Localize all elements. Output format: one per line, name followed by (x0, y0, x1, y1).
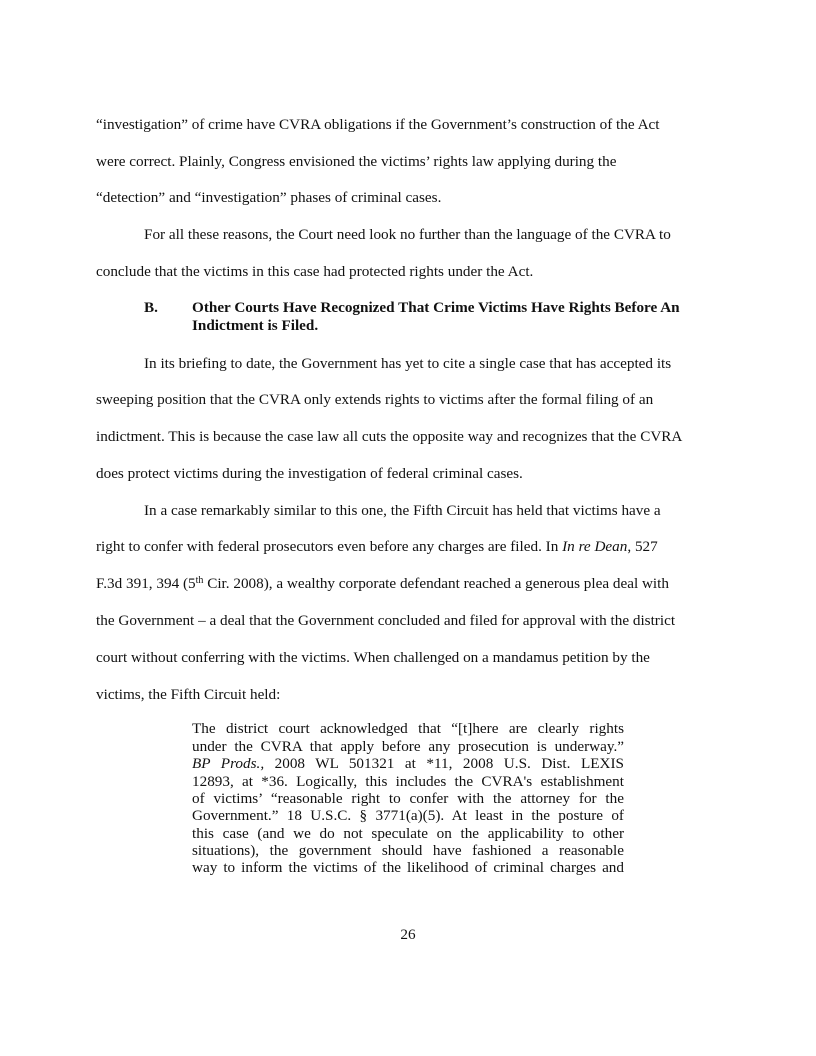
body-line: For all these reasons, the Court need look no further than the language of the CVRA to (144, 226, 671, 243)
page-number: 26 (400, 926, 416, 943)
section-letter: B. (144, 299, 158, 316)
quote-line (192, 755, 624, 772)
body-line: “detection” and “investigation” phases of criminal cases. (96, 189, 442, 206)
body-text: right to confer with federal prosecutors even before any charges are filed. In (96, 538, 563, 555)
body-line: court without conferring with the victims. When challenged on a mandamus petition by the (96, 649, 650, 666)
quote-line: The district court acknowledged that “[t]here are clearly rights (192, 720, 624, 737)
quote-text: 2008 WL 501321 at *11, 2008 U.S. Dist. LEXIS (264, 755, 624, 772)
case-citation: In re Dean (562, 538, 628, 555)
body-line: does protect victims during the investigation of federal criminal cases. (96, 465, 523, 482)
body-text: , 527 (627, 538, 658, 555)
body-text: F.3d 391, 394 (5 (96, 575, 196, 592)
quote-line: of victims’ “reasonable right to confer with the attorney for the (192, 790, 624, 807)
body-text: Cir. 2008), a wealthy corporate defendant reached a generous plea deal with (203, 575, 669, 592)
quote-line: 12893, at *36. Logically, this includes the CVRA's establishment (192, 773, 624, 790)
section-heading: Other Courts Have Recognized That Crime Victims Have Rights Before An (192, 299, 680, 316)
quote-line: under the CVRA that apply before any prosecution is underway.” (192, 738, 624, 755)
body-line (96, 538, 658, 556)
body-line: indictment. This is because the case law all cuts the opposite way and recognizes that the CVRA (96, 428, 683, 445)
ordinal-suffix: th (195, 575, 204, 586)
quote-line: this case (and we do not speculate on the applicability to other (192, 825, 624, 842)
body-line: In its briefing to date, the Government has yet to cite a single case that has accepted its (144, 355, 672, 372)
body-line: In a case remarkably similar to this one, the Fifth Circuit has held that victims have a (144, 502, 661, 519)
body-line: the Government – a deal that the Government concluded and filed for approval with the district (96, 612, 676, 629)
section-heading: Indictment is Filed. (192, 317, 319, 334)
body-line: “investigation” of crime have CVRA obligations if the Government’s construction of the Act (96, 116, 660, 133)
body-line: sweeping position that the CVRA only extends rights to victims after the formal filing of an (96, 391, 654, 408)
quote-line: way to inform the victims of the likelihood of criminal charges and (192, 859, 624, 876)
body-line (96, 575, 669, 593)
quote-line: Government.” 18 U.S.C. § 3771(a)(5). At least in the posture of (192, 807, 624, 824)
body-line: victims, the Fifth Circuit held: (96, 686, 281, 703)
quote-line: situations), the government should have fashioned a reasonable (192, 842, 624, 859)
case-citation: BP Prods., (192, 755, 265, 772)
body-line: were correct. Plainly, Congress envisioned the victims’ rights law applying during the (96, 153, 617, 170)
body-line: conclude that the victims in this case had protected rights under the Act. (96, 263, 534, 280)
